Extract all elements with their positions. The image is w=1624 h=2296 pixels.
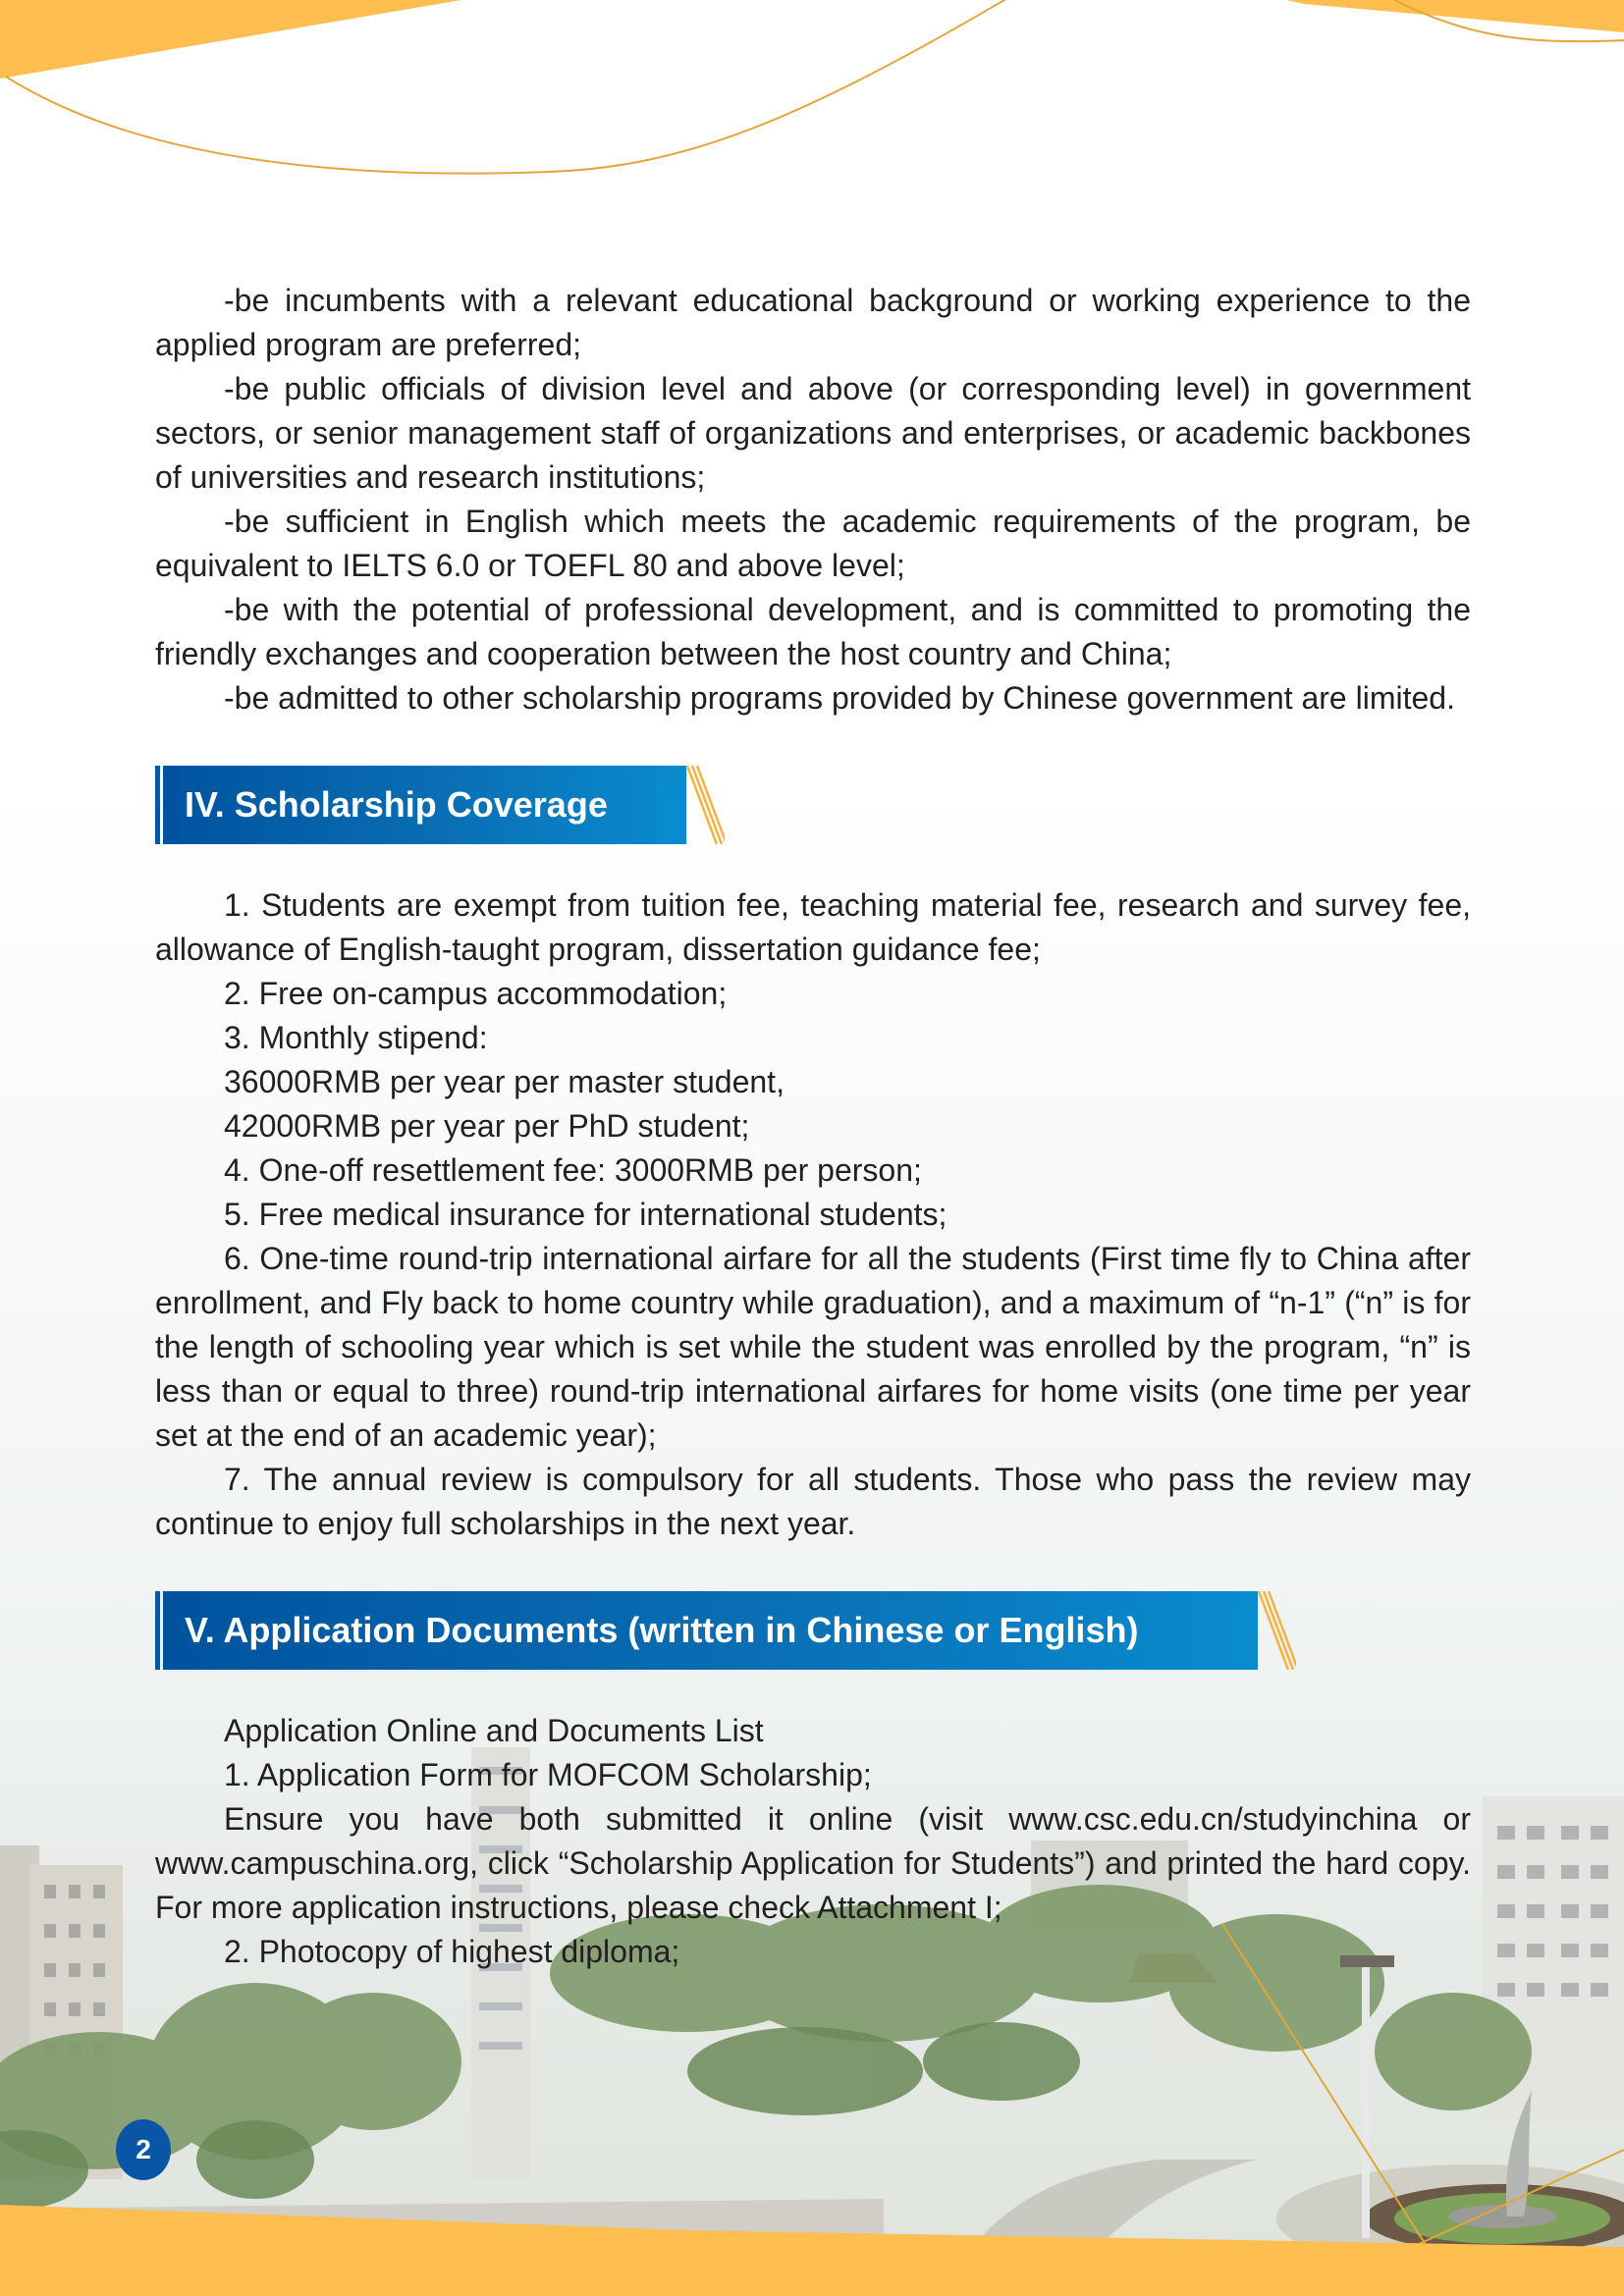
eligibility-item: -be with the potential of professional development, and is committed to promoting the friendly exchanges and cooperation between the host country and China; [155,592,1471,671]
banner-stripe-decoration [656,766,725,844]
eligibility-item: -be incumbents with a relevant educational background or working experience to the applied program are preferred; [155,283,1471,362]
section-heading-coverage [155,766,1471,844]
eligibility-item: -be sufficient in English which meets the academic requirements of the program, be equivalent to IELTS 6.0 or TOEFL 80 and above level; [155,504,1471,583]
section-title: V. Application Documents (written in Chinese or English) [163,1591,1258,1670]
page-content [155,279,1471,1974]
documents-item: Application Online and Documents List [224,1713,764,1748]
eligibility-item: -be public officials of division level and above (or corresponding level) in government sectors, or senior management staff of organizations and enterprises, or academic backbones of universities and research institutions; [155,371,1471,495]
coverage-item: 4. One-off resettlement fee: 3000RMB per person; [224,1152,922,1188]
heading-accent-bar [155,1591,160,1670]
section-title: IV. Scholarship Coverage [163,766,686,844]
heading-accent-bar [155,766,160,844]
documents-item: Ensure you have both submitted it online (visit www.csc.edu.cn/studyinchina or www.campuschina.org, click “Scholarship Application for Students”) and printed the hard copy. For more application instructions, please check Attachment I; [155,1801,1471,1925]
page-number-badge: 2 [116,2119,171,2180]
coverage-item: 42000RMB per year per PhD student; [224,1108,750,1144]
coverage-list [155,883,1471,1546]
top-wave-decoration [0,0,1624,196]
coverage-item: 36000RMB per year per master student, [224,1064,785,1099]
coverage-item: 1. Students are exempt from tuition fee, teaching material fee, research and survey fee, allowance of English-taught program, dissertation guidance fee; [155,887,1471,967]
coverage-item: 2. Free on-campus accommodation; [224,976,728,1011]
coverage-item: 7. The annual review is compulsory for all students. Those who pass the review may continue to enjoy full scholarships in the next year. [155,1462,1471,1541]
coverage-item: 6. One-time round-trip international airfare for all the students (First time fly to China after enrollment, and Fly back to home country while graduation), and a maximum of “n-1” (“n” is for the length of schooling year which is set while the student was enrolled by the program, “n” is less than or equal to three) round-trip international airfares for home visits (one time per year set at the end of an academic year); [155,1241,1471,1453]
coverage-item: 5. Free medical insurance for international students; [224,1197,947,1232]
coverage-item: 3. Monthly stipend: [224,1020,488,1055]
documents-item: 1. Application Form for MOFCOM Scholarship; [224,1757,872,1792]
section-heading-documents [155,1591,1471,1670]
documents-item: 2. Photocopy of highest diploma; [224,1934,680,1969]
documents-list [155,1709,1471,1974]
eligibility-item: -be admitted to other scholarship programs provided by Chinese government are limited. [224,680,1455,716]
eligibility-list [155,279,1471,721]
banner-stripe-decoration [1227,1591,1296,1670]
